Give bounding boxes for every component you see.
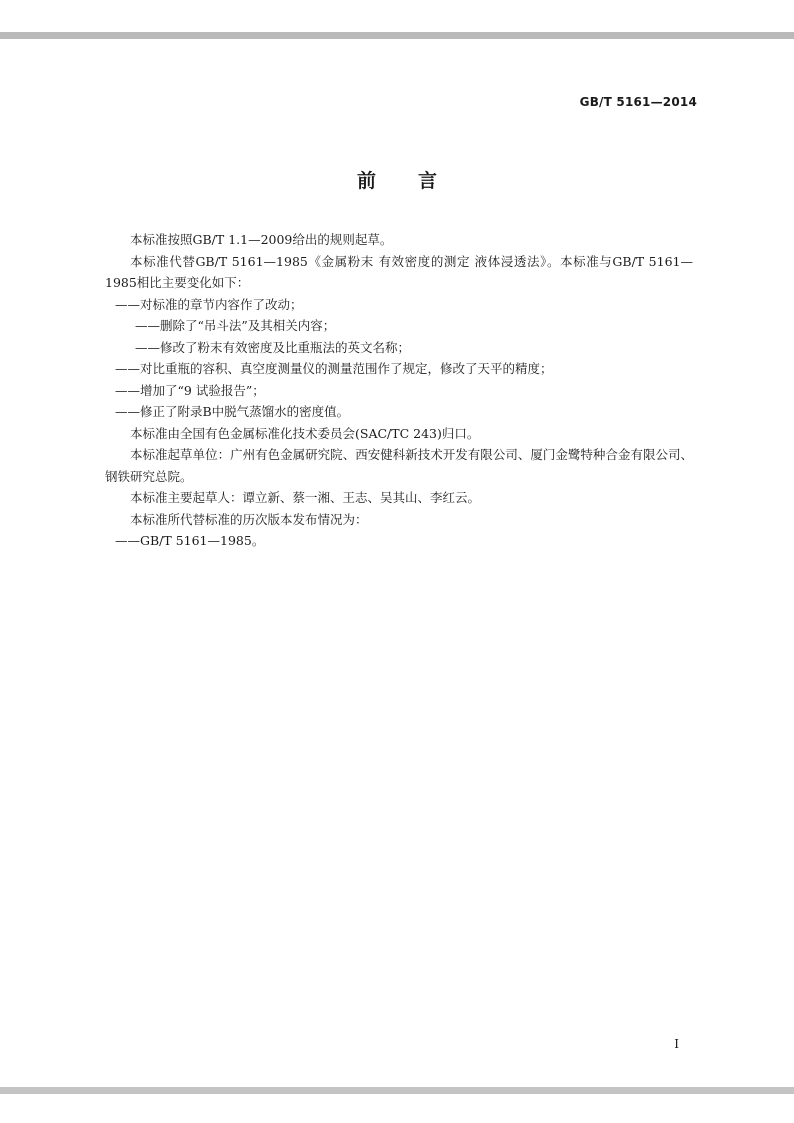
bottom-border-bar — [0, 1087, 794, 1094]
change-item: ——对标准的章节内容作了改动； — [115, 296, 303, 312]
paragraph-drafting-units: 本标准起草单位：广州有色金属研究院、西安健科新技术开发有限公司、厦门金鹭特种合金有限公司、钢铁研究总院。 — [105, 447, 693, 484]
change-item: ——对比重瓶的容积、真空度测量仪的测量范围作了规定，修改了天平的精度； — [115, 361, 553, 376]
top-border-bar — [0, 32, 794, 39]
paragraph-history-intro: 本标准所代替标准的历次版本发布情况为： — [130, 511, 368, 527]
paragraph-committee: 本标准由全国有色金属标准化技术委员会(SAC/TC 243)归口。 — [130, 425, 480, 441]
page-title: 前言 — [356, 170, 479, 192]
change-item: ——修改了粉末有效密度及比重瓶法的英文名称； — [135, 339, 411, 355]
page-number: I — [674, 1037, 679, 1051]
change-item: ——修正了附录B中脱气蒸馏水的密度值。 — [115, 404, 350, 419]
standard-code: GB/T 5161—2014 — [579, 95, 697, 109]
history-item: ——GB/T 5161—1985。 — [115, 533, 265, 548]
change-item: ——删除了“吊斗法”及其相关内容； — [135, 318, 336, 333]
paragraph-drafting-rule: 本标准按照GB/T 1.1—2009给出的规则起草。 — [130, 232, 393, 247]
paragraph-drafters: 本标准主要起草人：谭立新、蔡一湘、王志、吴其山、李红云。 — [130, 490, 481, 505]
foreword-body — [105, 229, 693, 552]
change-item: ——增加了“9 试验报告”； — [115, 382, 265, 398]
paragraph-replacement: 本标准代替GB/T 5161—1985《金属粉末 有效密度的测定 液体浸透法》。本标准与GB/T 5161—1985相比主要变化如下： — [105, 253, 693, 290]
